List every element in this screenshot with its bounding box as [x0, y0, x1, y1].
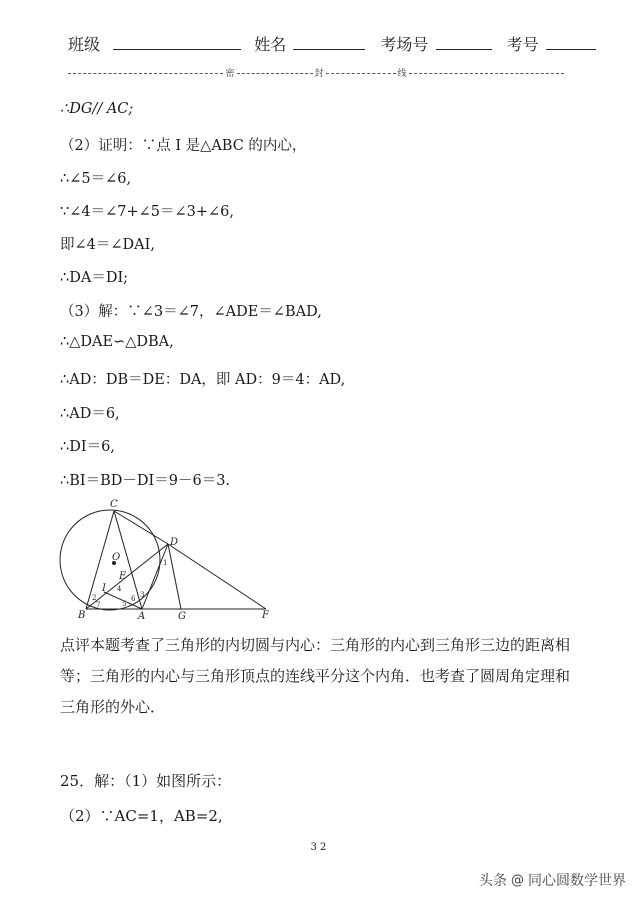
label-A: A	[138, 611, 146, 622]
q25-line2: （2）∵AC=1，AB=2,	[60, 807, 223, 825]
angle-2: 2	[92, 594, 97, 602]
seal-feng: 封	[314, 69, 324, 79]
solution-line: 即∠4＝∠DAI,	[60, 237, 155, 253]
segment-DG	[168, 544, 181, 609]
angle-3: 3	[140, 591, 145, 599]
solution-line: ∴AD＝6,	[60, 406, 120, 422]
angle-4: 4	[117, 585, 122, 593]
solution-line: （3）解：∵∠3＝∠7，∠ADE＝∠BAD,	[60, 304, 322, 320]
geometry-figure	[56, 497, 280, 622]
angle-1: 1	[163, 559, 168, 567]
id-blank	[546, 35, 596, 50]
exam-header	[68, 32, 596, 55]
name-label: 姓名	[254, 35, 287, 54]
seal-mi: 密	[225, 69, 235, 79]
angle-6: 6	[131, 595, 136, 603]
label-G: G	[178, 611, 186, 622]
segment-BD	[86, 544, 168, 609]
solution-line: ∴AD：DB＝DE：DA，即 AD：9＝4：AD,	[60, 372, 346, 388]
label-B: B	[78, 610, 86, 621]
watermark-account: 同心圆数学世界	[528, 873, 626, 889]
angle-7: 7	[96, 601, 101, 609]
solution-line: ∴BI＝BD－DI＝9－6＝3.	[60, 473, 231, 489]
page-number: 32	[310, 842, 330, 853]
id-label: 考号	[506, 35, 539, 54]
seal-xian: 线	[397, 69, 407, 79]
label-O: O	[112, 552, 121, 563]
watermark-prefix: 头条	[479, 873, 507, 889]
solution-line: ∴DA＝DI;	[60, 270, 129, 286]
solution-line: ∵∠4＝∠7+∠5＝∠3+∠6,	[60, 204, 235, 220]
q25-line1: 25．解：（1）如图所示：	[60, 772, 232, 790]
segment-DF	[168, 544, 266, 609]
seal-line	[68, 66, 564, 79]
watermark	[479, 870, 626, 890]
label-C: C	[110, 499, 118, 510]
room-label: 考场号	[380, 35, 429, 54]
class-label: 班级	[68, 35, 101, 54]
at-icon: @	[511, 872, 524, 888]
label-F: F	[262, 610, 269, 621]
angle-5: 5	[122, 600, 127, 608]
comment-paragraph: 点评本题考查了三角形的内切圆与内心：三角形的内心到三角形三边的距离相等；三角形的内心与三角形顶点的连线平分这个内角．也考查了圆周角定理和三角形的外心．	[60, 636, 571, 716]
solution-line: （2）证明：∵点 I 是△ABC 的内心，	[60, 138, 307, 154]
room-blank	[436, 35, 492, 50]
label-I: I	[102, 583, 106, 594]
solution-line: ∴DI＝6,	[60, 439, 115, 455]
label-E: E	[119, 571, 127, 582]
name-blank	[293, 35, 365, 50]
solution-line: ∴DG// AC;	[60, 101, 134, 117]
class-blank	[113, 35, 241, 50]
label-D: D	[170, 537, 179, 548]
solution-line: ∴∠5＝∠6,	[60, 171, 132, 187]
solution-line: ∴△DAE∽△DBA,	[60, 334, 174, 350]
